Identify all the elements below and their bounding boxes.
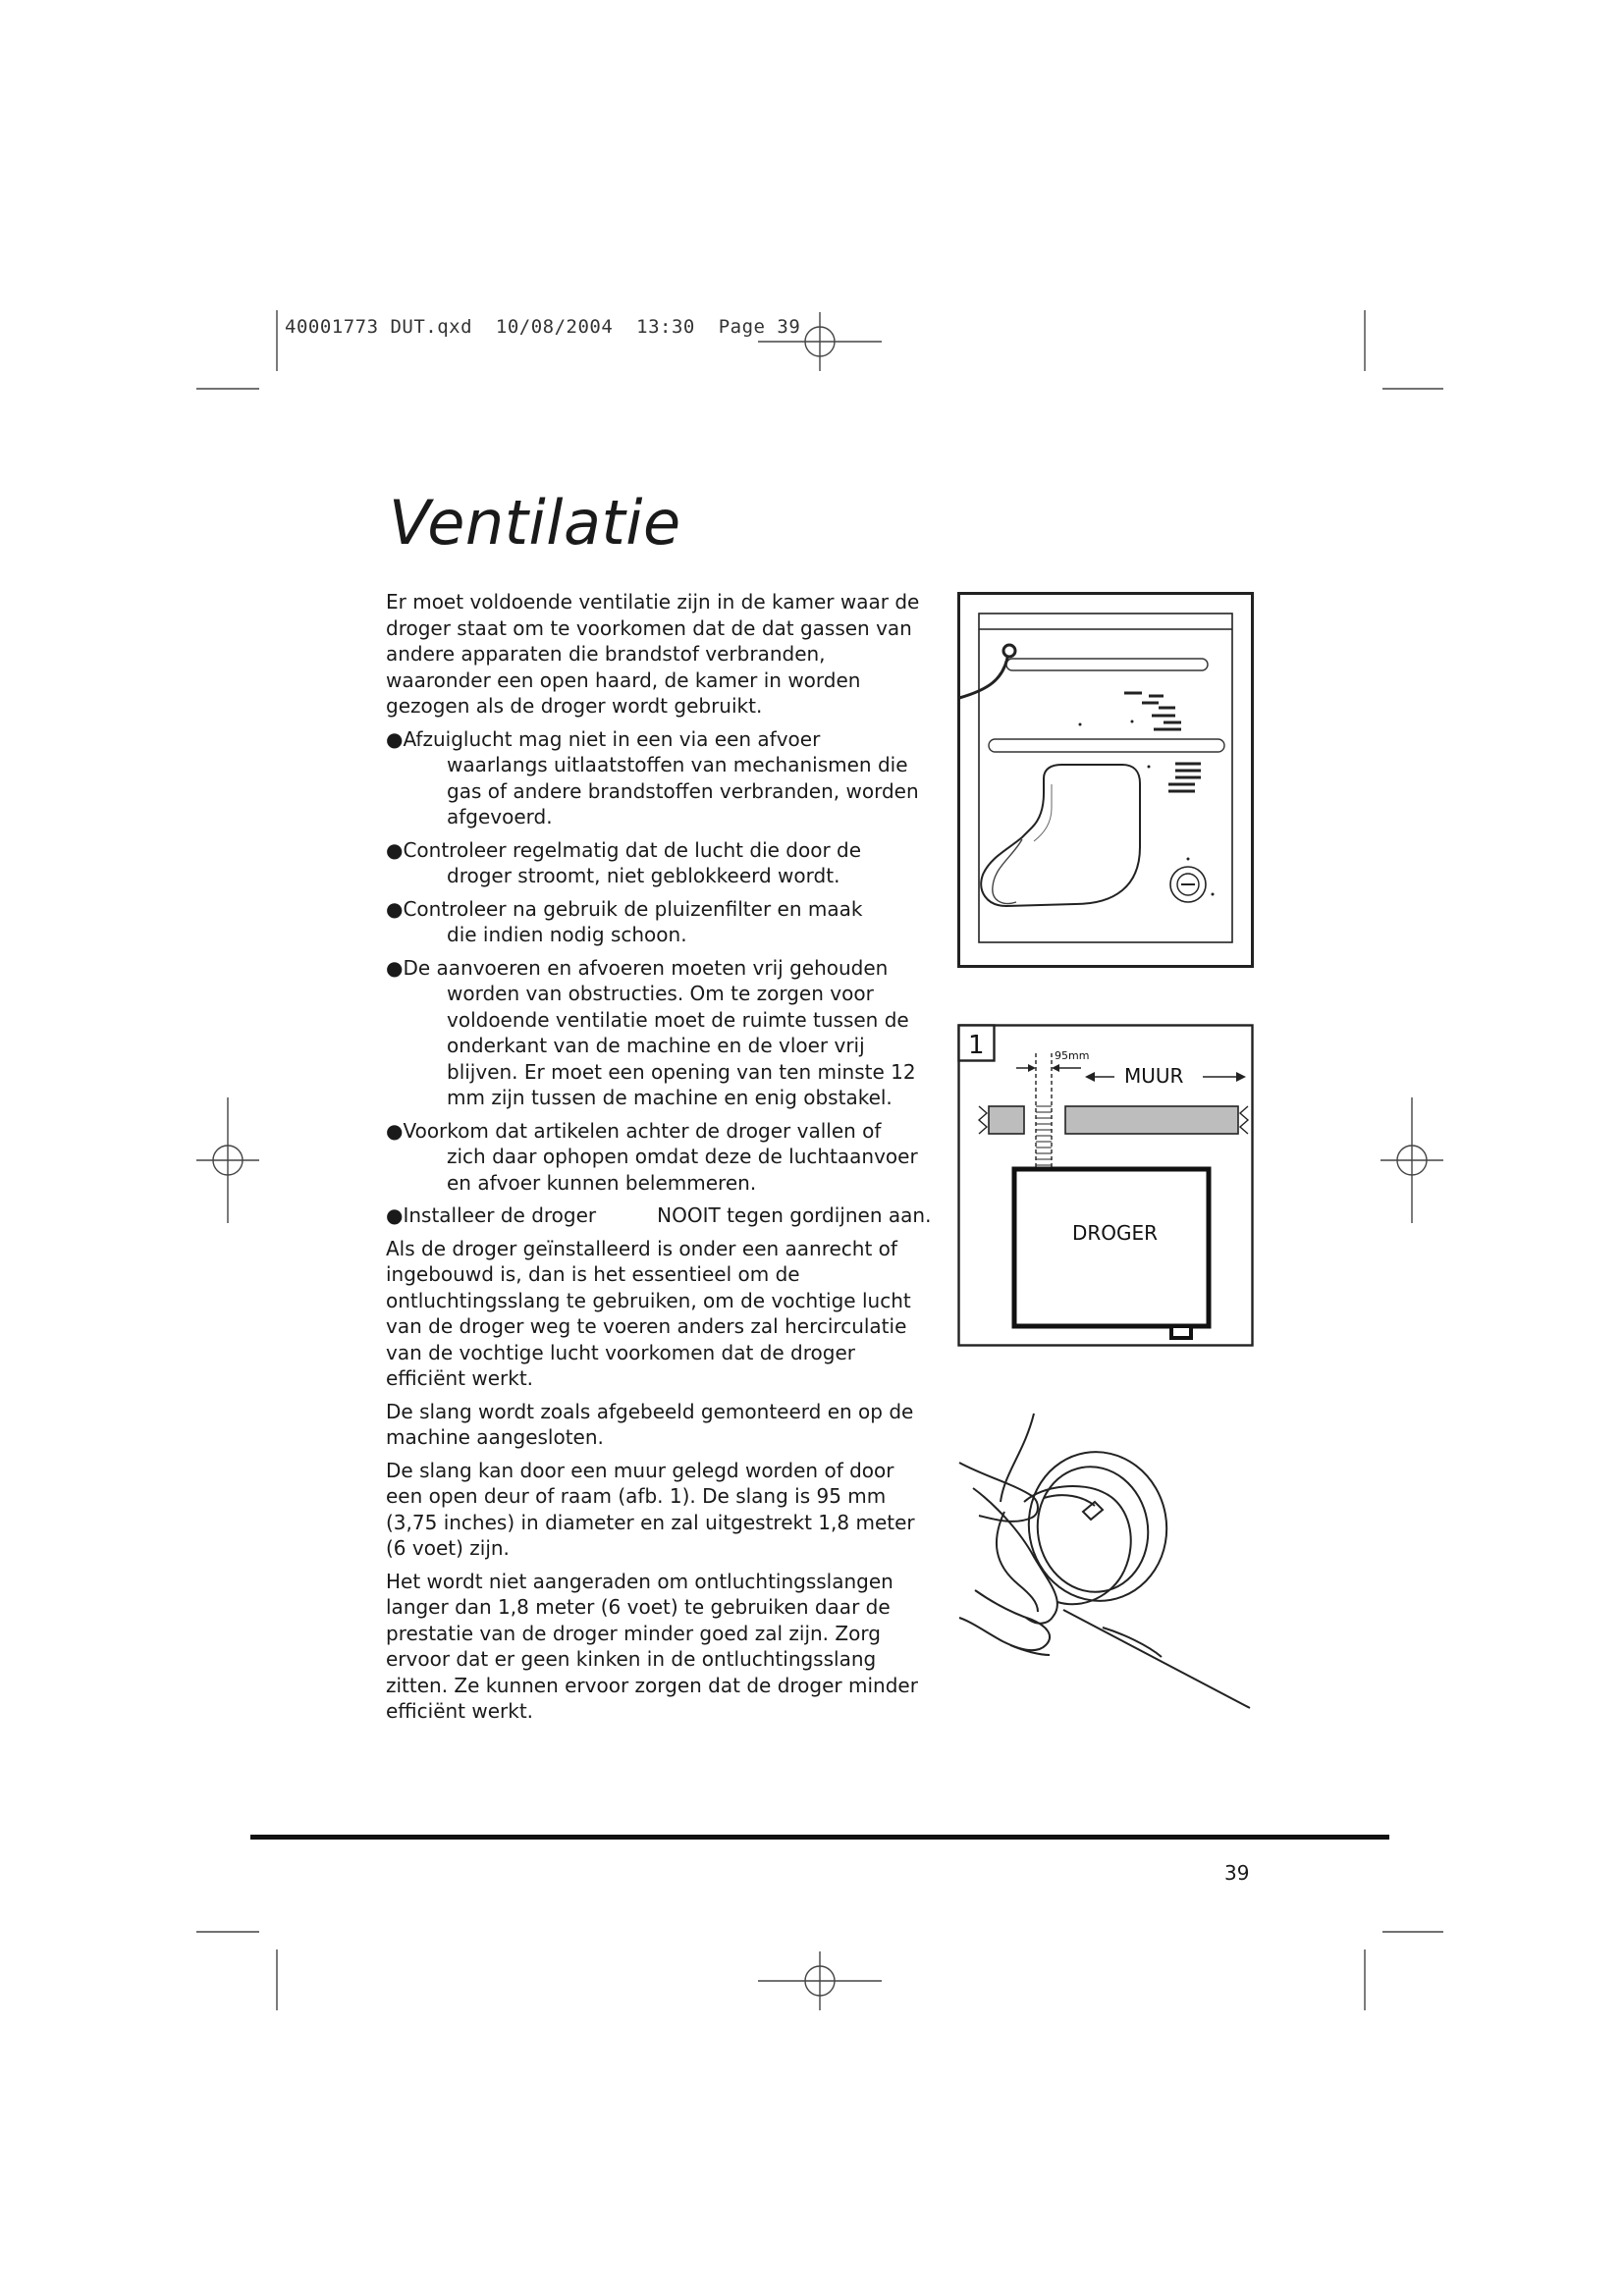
bullet-install-part2: NOOIT tegen gordijnen aan. xyxy=(657,1203,932,1227)
hose-connection-illustration xyxy=(955,1394,1256,1728)
bullet-rest: worden van obstructies. Om te zorgen voor voldoende ventilatie moet de ruimte tussen de onderkant van de machine en de vloer vrij blijven. Er moet een opening van ten minste 12 mm zijn tussen de machine en enig obstakel. xyxy=(447,982,916,1109)
dryer-illustration xyxy=(957,592,1254,968)
paragraph-hose-size: De slang kan door een muur gelegd worden of door een open deur of raam (afb. 1). De slang is 95 mm (3,75 inches) in diameter en zal uitgestrekt 1,8 meter (6 voet) zijn. xyxy=(386,1458,915,1560)
wall-left xyxy=(989,1106,1024,1134)
bullet-rest: waarlangs uitlaatstoffen van mechanismen die gas of andere brandstoffen verbranden, worden afgevoerd. xyxy=(447,753,919,828)
bullet-item: ●De aanvoeren en afvoeren moeten vrij gehouden worden van obstructies. Om te zorgen voor voldoende ventilatie moet de ruimte tussen de onderkant van de machine en de vloer vrij blijven. Er moet een opening van ten minste 12 mm zijn tussen de machine en enig obstakel. xyxy=(386,955,936,1111)
bullet-item-install: ●Installeer de droger NOOIT tegen gordijnen aan. xyxy=(386,1203,932,1227)
figure-1-wall-diagram xyxy=(957,1024,1254,1348)
paragraph-mounting: De slang wordt zoals afgebeeld gemonteerd en op de machine aangesloten. xyxy=(386,1399,914,1449)
bullet-item: ●Controleer na gebruik de pluizenfilter en maak die indien nodig schoon. xyxy=(386,896,936,948)
bullet-lead: Controleer regelmatig dat de lucht die door de xyxy=(403,837,862,862)
wall-label: MUUR xyxy=(1124,1064,1184,1088)
wall-right xyxy=(1065,1106,1238,1134)
bullet-rest: zich daar ophopen omdat deze de luchtaanvoer en afvoer kunnen belemmeren. xyxy=(447,1145,918,1195)
bullet-rest: die indien nodig schoon. xyxy=(447,923,687,946)
bullet-rest: droger stroomt, niet geblokkeerd wordt. xyxy=(447,864,840,887)
registration-mark-right xyxy=(1380,1097,1443,1223)
paragraph-hose-length: Het wordt niet aangeraden om ontluchtingsslangen langer dan 1,8 meter (6 voet) te gebruiken daar de prestatie van de droger minder goed zal zijn. Zorg ervoor dat er geen kinken in de ontluchtingsslang zitten. Ze kunnen ervoor zorgen dat de droger minder efficiënt werkt. xyxy=(386,1569,918,1723)
registration-mark-bottom xyxy=(758,1951,882,2010)
bullet-install-part1: Installeer de droger xyxy=(403,1203,597,1227)
bullet-lead: Controleer na gebruik de pluizenfilter en maak xyxy=(403,896,863,921)
bullet-item: ●Afzuiglucht mag niet in een via een afvoer waarlangs uitlaatstoffen van mechanismen die gas of andere brandstoffen verbranden, worden afgevoerd. xyxy=(386,726,936,830)
dryer-box xyxy=(1014,1169,1209,1326)
hose-diameter-label: 95mm xyxy=(1055,1049,1090,1062)
bullet-lead: Voorkom dat artikelen achter de droger vallen of xyxy=(403,1118,882,1143)
bullet-lead: Afzuiglucht mag niet in een via een afvoer xyxy=(403,726,821,751)
bullet-lead: De aanvoeren en afvoeren moeten vrij gehouden xyxy=(403,955,889,980)
dryer-label: DROGER xyxy=(1072,1221,1159,1245)
page-title: Ventilatie xyxy=(389,487,681,559)
page-number: 39 xyxy=(1224,1861,1250,1885)
file-slug: 40001773 DUT.qxd 10/08/2004 13:30 Page 39 xyxy=(285,316,801,338)
intro-paragraph: Er moet voldoende ventilatie zijn in de kamer waar de droger staat om te voorkomen dat de dat gassen van andere apparaten die brandstof verbranden, waaronder een open haard, de kamer in worden gezogen als de droger wordt gebruikt. xyxy=(386,590,920,718)
bullet-item: ●Controleer regelmatig dat de lucht die door de droger stroomt, niet geblokkeerd wordt. xyxy=(386,837,936,889)
footer-rule xyxy=(250,1835,1389,1840)
figure-number: 1 xyxy=(968,1031,985,1060)
body-text xyxy=(386,589,936,1732)
registration-mark-left xyxy=(196,1097,259,1223)
bullet-item: ●Voorkom dat artikelen achter de droger vallen of zich daar ophopen omdat deze de luchtaanvoer en afvoer kunnen belemmeren. xyxy=(386,1118,936,1197)
paragraph-built-in: Als de droger geïnstalleerd is onder een aanrecht of ingebouwd is, dan is het essentieel om de ontluchtingsslang te gebruiken, om de vochtige lucht van de droger weg te voeren anders zal hercirculatie van de vochtige lucht voorkomen dat de droger efficiënt werkt. xyxy=(386,1236,911,1390)
